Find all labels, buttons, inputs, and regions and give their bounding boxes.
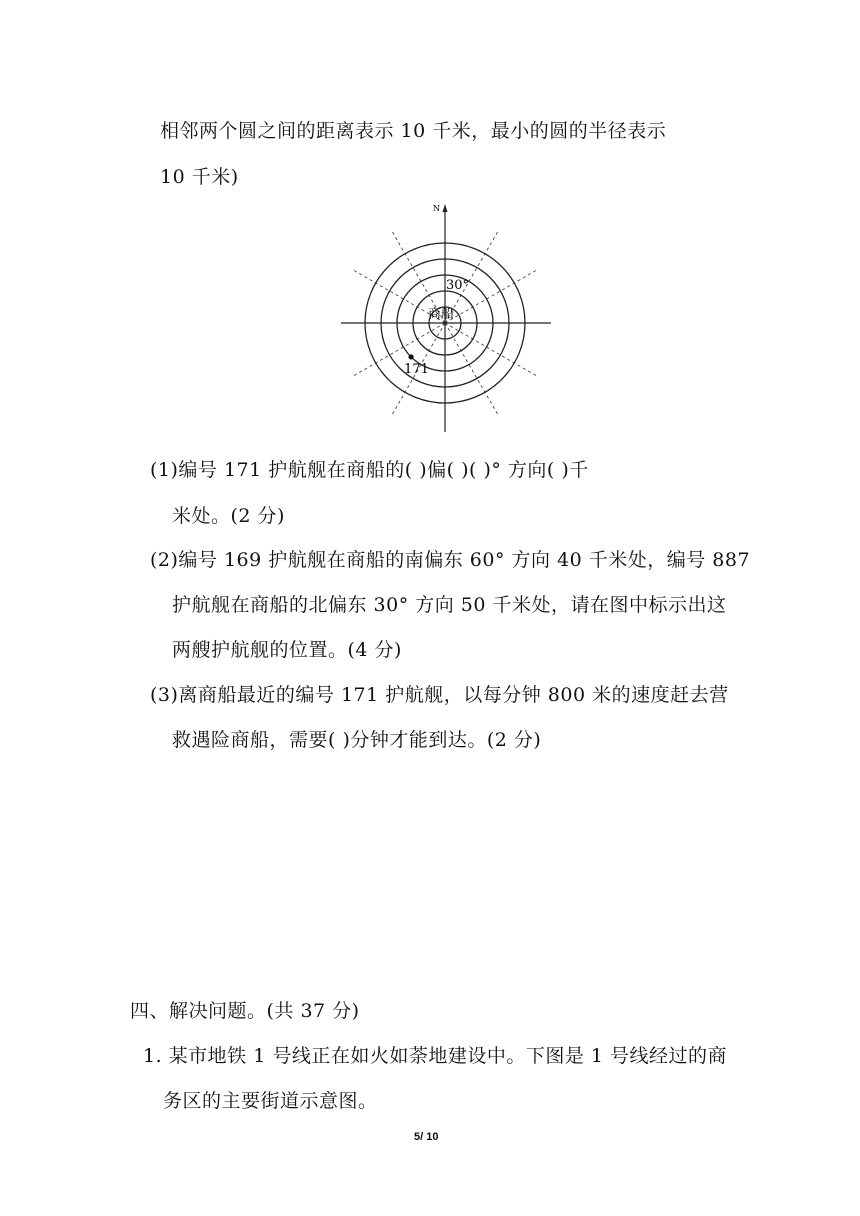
q3-line-2: 救遇险商船，需要( )分钟才能到达。(2 分)	[172, 729, 542, 751]
q2-line-3: 两艘护航舰的位置。(4 分)	[172, 639, 402, 661]
q3-line-1: (3)离商船最近的编号 171 护航舰，以每分钟 800 米的速度赶去营	[150, 684, 729, 706]
page-number: 5/ 10	[414, 1131, 439, 1143]
intro-line-1: 相邻两个圆之间的距离表示 10 千米，最小的圆的半径表示	[160, 120, 667, 142]
section-4-heading: 四、解决问题。(共 37 分)	[130, 1000, 360, 1022]
problem-1-line-2: 务区的主要街道示意图。	[163, 1090, 378, 1112]
intro-line-2: 10 千米)	[160, 166, 239, 188]
q1-line-2: 米处。(2 分)	[172, 505, 285, 527]
north-arrow-icon	[443, 204, 448, 212]
ship-171-marker	[408, 354, 413, 359]
compass-diagram	[323, 200, 563, 440]
q2-line-2: 护航舰在商船的北偏东 30° 方向 50 千米处，请在图中标示出这	[172, 594, 727, 616]
problem-1-line-1: 1. 某市地铁 1 号线正在如火如荼地建设中。下图是 1 号线经过的商	[143, 1045, 728, 1067]
ship-171-label: 171	[404, 361, 429, 377]
q1-line-1: (1)编号 171 护航舰在商船的( )偏( )( )° 方向( )千	[150, 459, 589, 481]
q2-line-1: (2)编号 169 护航舰在商船的南偏东 60° 方向 40 千米处，编号 887	[150, 549, 751, 571]
north-label: N	[433, 204, 440, 213]
center-label: 商船	[428, 307, 455, 322]
angle-label: 30°	[446, 278, 470, 293]
